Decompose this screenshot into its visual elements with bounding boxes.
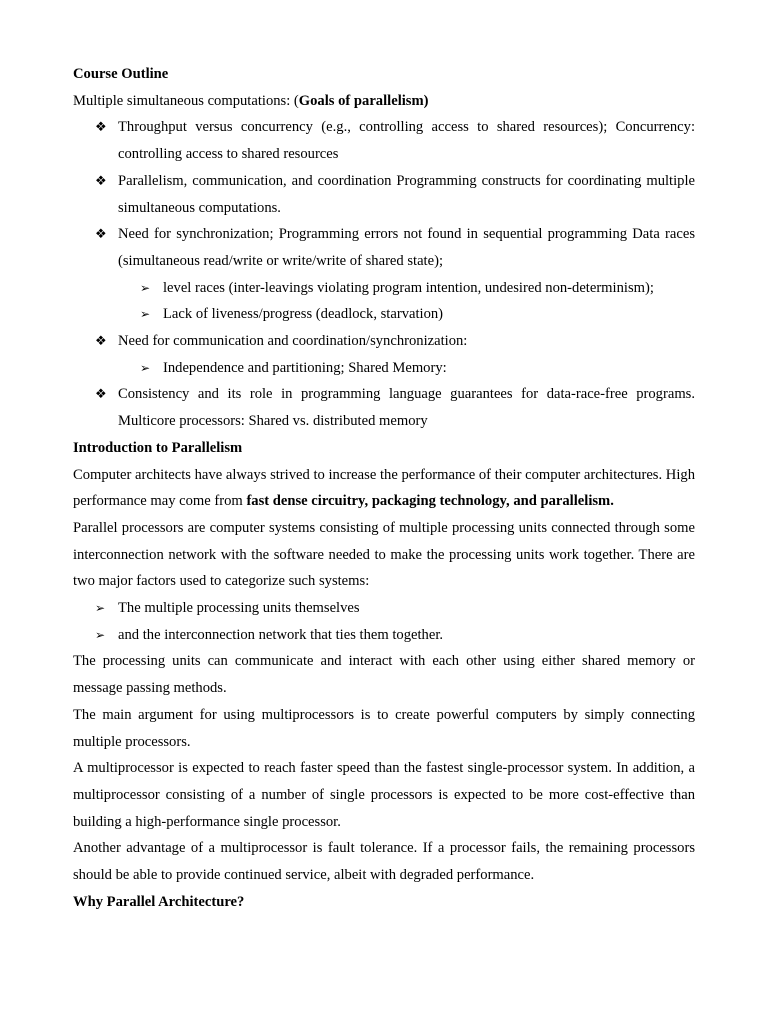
list-item-text: Throughput versus concurrency (e.g., controlling access to shared resources); Concurrency: controlling access to shared resources: [118, 119, 695, 163]
sublist-item: [73, 301, 695, 328]
course-outline-list: [73, 114, 695, 274]
course-outline-intro-text: Multiple simultaneous computations: (: [73, 92, 299, 109]
intro-paragraph-1-text: Computer architects have always strived to increase the performance of their computer architectures. High performance may come from: [73, 466, 695, 510]
factor-item-text: and the interconnection network that ties them together.: [118, 626, 444, 643]
intro-paragraph-1: [73, 462, 695, 515]
arrow-bullet-icon: ➢: [95, 627, 106, 642]
sublist-item: [73, 275, 695, 302]
intro-paragraph-1-bold: fast dense circuitry, packaging technology, and parallelism.: [246, 493, 614, 510]
intro-paragraph-2: Parallel processors are computer systems consisting of multiple processing units connected through some interconnection network with the software needed to make the processing units work together. There are two major factors used to categorize such systems:: [73, 519, 695, 590]
intro-paragraph-3: The processing units can communicate and interact with each other using either shared memory or message passing methods.: [73, 653, 695, 697]
comm-sublist: [73, 355, 695, 382]
course-outline-list-final: [73, 381, 695, 434]
list-item: [73, 381, 695, 434]
diamond-bullet-icon: ❖: [95, 119, 107, 135]
list-item: [73, 168, 695, 221]
factor-item: [73, 595, 695, 622]
factors-list: [73, 595, 695, 648]
intro-paragraph-6: Another advantage of a multiprocessor is fault tolerance. If a processor fails, the remaining processors should be able to provide continued service, albeit with degraded performance.: [73, 840, 695, 884]
sublist-item-text: Independence and partitioning; Shared Memory:: [163, 359, 447, 376]
arrow-bullet-icon: ➢: [140, 280, 151, 295]
document-page: [73, 61, 695, 916]
diamond-bullet-icon: ❖: [95, 386, 107, 402]
course-outline-heading: Course Outline: [73, 66, 169, 82]
factor-item: [73, 622, 695, 649]
diamond-bullet-icon: ❖: [95, 172, 107, 188]
sublist-item-text: level races (inter-leavings violating program intention, undesired non-determinism);: [163, 279, 654, 296]
list-item: [73, 114, 695, 167]
factor-item-text: The multiple processing units themselves: [118, 600, 360, 617]
list-item: [73, 221, 695, 274]
list-item-text: Parallelism, communication, and coordination Programming constructs for coordinating multiple simultaneous computations.: [118, 172, 695, 216]
arrow-bullet-icon: ➢: [140, 307, 151, 322]
intro-parallelism-heading: Introduction to Parallelism: [73, 439, 243, 456]
sublist-item: [73, 355, 695, 382]
course-outline-intro-bold: Goals of parallelism): [298, 92, 429, 109]
course-outline-list-continued: [73, 328, 695, 355]
list-item-text: Need for synchronization; Programming errors not found in sequential programming Data races (simultaneous read/write or write/write of shared state);: [118, 226, 695, 269]
list-item-text: Need for communication and coordination/synchronization:: [118, 333, 468, 350]
intro-paragraph-5: A multiprocessor is expected to reach faster speed than the fastest single-processor system. In addition, a multiprocessor consisting of a number of single processors is expected to be more cost-effective than building a high-performance single processor.: [73, 760, 695, 830]
arrow-bullet-icon: ➢: [140, 360, 151, 375]
sync-sublist: [73, 275, 695, 328]
arrow-bullet-icon: ➢: [95, 601, 106, 616]
intro-paragraph-4: The main argument for using multiprocessors is to create powerful computers by simply connecting multiple processors.: [73, 706, 695, 750]
course-outline-intro: [73, 88, 695, 115]
diamond-bullet-icon: ❖: [95, 226, 107, 242]
list-item: [73, 328, 695, 355]
list-item-text: Consistency and its role in programming language guarantees for data-race-free programs. Multicore processors: Shared vs. distributed memory: [118, 386, 695, 430]
diamond-bullet-icon: ❖: [95, 333, 107, 349]
why-parallel-heading: Why Parallel Architecture?: [73, 893, 245, 910]
sublist-item-text: Lack of liveness/progress (deadlock, starvation): [163, 306, 444, 323]
